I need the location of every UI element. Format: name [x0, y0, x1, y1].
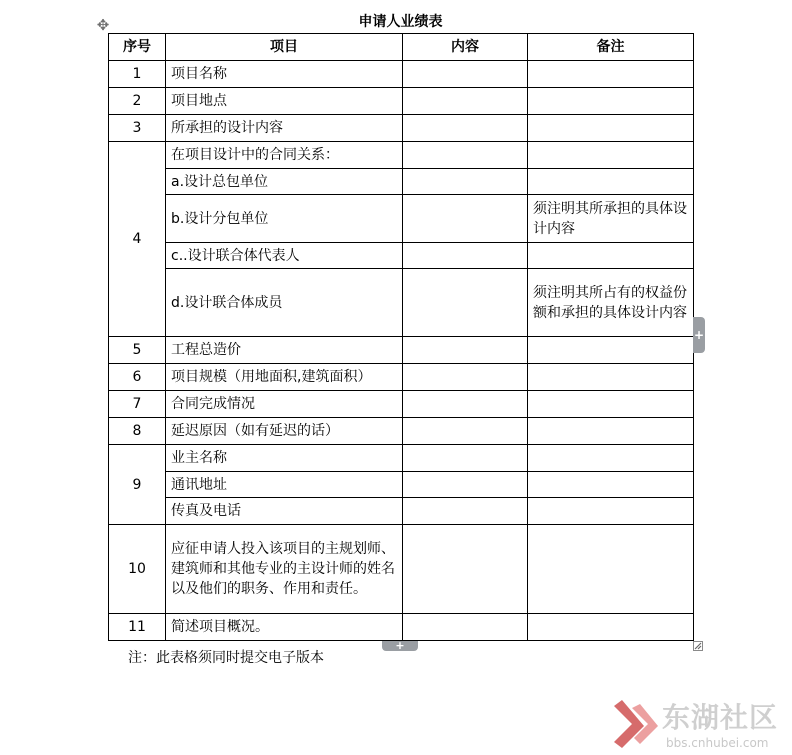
seq-cell[interactable]: 7: [109, 391, 166, 418]
watermark-url: bbs.cnhubei.com: [666, 736, 769, 750]
content-cell[interactable]: [403, 169, 528, 195]
document-title: 申请人业绩表: [358, 14, 443, 30]
table-row: [109, 391, 694, 418]
watermark-text: 东湖社区: [662, 701, 779, 734]
insert-column-handle-icon[interactable]: +: [693, 317, 705, 353]
note-cell[interactable]: [528, 498, 694, 525]
item-cell[interactable]: 合同完成情况: [166, 391, 403, 418]
seq-cell[interactable]: 8: [109, 418, 166, 445]
note-cell[interactable]: [528, 61, 694, 88]
item-cell[interactable]: c..设计联合体代表人: [166, 243, 403, 269]
table-row: [109, 472, 694, 498]
item-cell[interactable]: 项目地点: [166, 88, 403, 115]
content-cell[interactable]: [403, 337, 528, 364]
performance-table: [108, 33, 694, 641]
item-cell[interactable]: 项目规模（用地面积,建筑面积）: [166, 364, 403, 391]
content-cell[interactable]: [403, 269, 528, 337]
note-cell[interactable]: [528, 243, 694, 269]
seq-cell[interactable]: 2: [109, 88, 166, 115]
content-cell[interactable]: [403, 391, 528, 418]
item-cell[interactable]: a.设计总包单位: [166, 169, 403, 195]
note-cell[interactable]: [528, 115, 694, 142]
table-row: [109, 243, 694, 269]
table-row: [109, 364, 694, 391]
insert-row-handle-icon[interactable]: +: [382, 641, 418, 651]
content-cell[interactable]: [403, 418, 528, 445]
content-cell[interactable]: [403, 498, 528, 525]
item-cell[interactable]: 在项目设计中的合同关系：: [166, 142, 403, 169]
seq-cell[interactable]: 6: [109, 364, 166, 391]
note-cell[interactable]: [528, 472, 694, 498]
content-cell[interactable]: [403, 525, 528, 614]
item-cell[interactable]: b.设计分包单位: [166, 195, 403, 243]
watermark-logo-icon: [610, 698, 662, 752]
note-cell[interactable]: [528, 364, 694, 391]
item-cell[interactable]: 应征申请人投入该项目的主规划师、建筑师和其他专业的主设计师的姓名以及他们的职务、作用和责任。: [166, 525, 403, 614]
content-cell[interactable]: [403, 88, 528, 115]
note-cell[interactable]: [528, 391, 694, 418]
item-cell[interactable]: 延迟原因（如有延迟的话）: [166, 418, 403, 445]
note-cell[interactable]: [528, 337, 694, 364]
seq-cell[interactable]: 1: [109, 61, 166, 88]
table-row: [109, 418, 694, 445]
table-resize-handle-icon[interactable]: [693, 641, 703, 651]
table-row: [109, 61, 694, 88]
footnote: 注：此表格须同时提交电子版本: [128, 650, 324, 666]
seq-cell[interactable]: 5: [109, 337, 166, 364]
content-cell[interactable]: [403, 195, 528, 243]
note-cell[interactable]: [528, 445, 694, 472]
item-cell[interactable]: 工程总造价: [166, 337, 403, 364]
item-cell[interactable]: 所承担的设计内容: [166, 115, 403, 142]
note-cell[interactable]: 须注明其所承担的具体设计内容: [528, 195, 694, 243]
item-cell[interactable]: 业主名称: [166, 445, 403, 472]
note-cell[interactable]: [528, 142, 694, 169]
header-item: 项目: [166, 34, 403, 61]
content-cell[interactable]: [403, 243, 528, 269]
watermark: [610, 698, 788, 752]
table-header-row: [109, 34, 694, 61]
content-cell[interactable]: [403, 472, 528, 498]
content-cell[interactable]: [403, 364, 528, 391]
table-row: [109, 115, 694, 142]
note-cell[interactable]: [528, 525, 694, 614]
content-cell[interactable]: [403, 614, 528, 641]
header-note: 备注: [528, 34, 694, 61]
table-row: [109, 195, 694, 243]
seq-cell[interactable]: 3: [109, 115, 166, 142]
table-row: [109, 614, 694, 641]
note-cell[interactable]: [528, 614, 694, 641]
item-cell[interactable]: 传真及电话: [166, 498, 403, 525]
table-move-handle-icon[interactable]: ✥: [96, 16, 110, 34]
seq-cell[interactable]: 9: [109, 445, 166, 525]
content-cell[interactable]: [403, 142, 528, 169]
header-content: 内容: [403, 34, 528, 61]
table-row: [109, 269, 694, 337]
header-seq: 序号: [109, 34, 166, 61]
item-cell[interactable]: 项目名称: [166, 61, 403, 88]
table-row: [109, 169, 694, 195]
note-cell[interactable]: [528, 88, 694, 115]
table-row: [109, 525, 694, 614]
content-cell[interactable]: [403, 61, 528, 88]
note-cell[interactable]: [528, 418, 694, 445]
item-cell[interactable]: 简述项目概况。: [166, 614, 403, 641]
item-cell[interactable]: 通讯地址: [166, 472, 403, 498]
item-cell[interactable]: d.设计联合体成员: [166, 269, 403, 337]
table-row: [109, 445, 694, 472]
note-cell[interactable]: [528, 169, 694, 195]
table-row: [109, 498, 694, 525]
seq-cell[interactable]: 4: [109, 142, 166, 337]
table-row: [109, 88, 694, 115]
table-row: [109, 337, 694, 364]
seq-cell[interactable]: 11: [109, 614, 166, 641]
content-cell[interactable]: [403, 115, 528, 142]
seq-cell[interactable]: 10: [109, 525, 166, 614]
note-cell[interactable]: 须注明其所占有的权益份额和承担的具体设计内容: [528, 269, 694, 337]
content-cell[interactable]: [403, 445, 528, 472]
table-row: [109, 142, 694, 169]
